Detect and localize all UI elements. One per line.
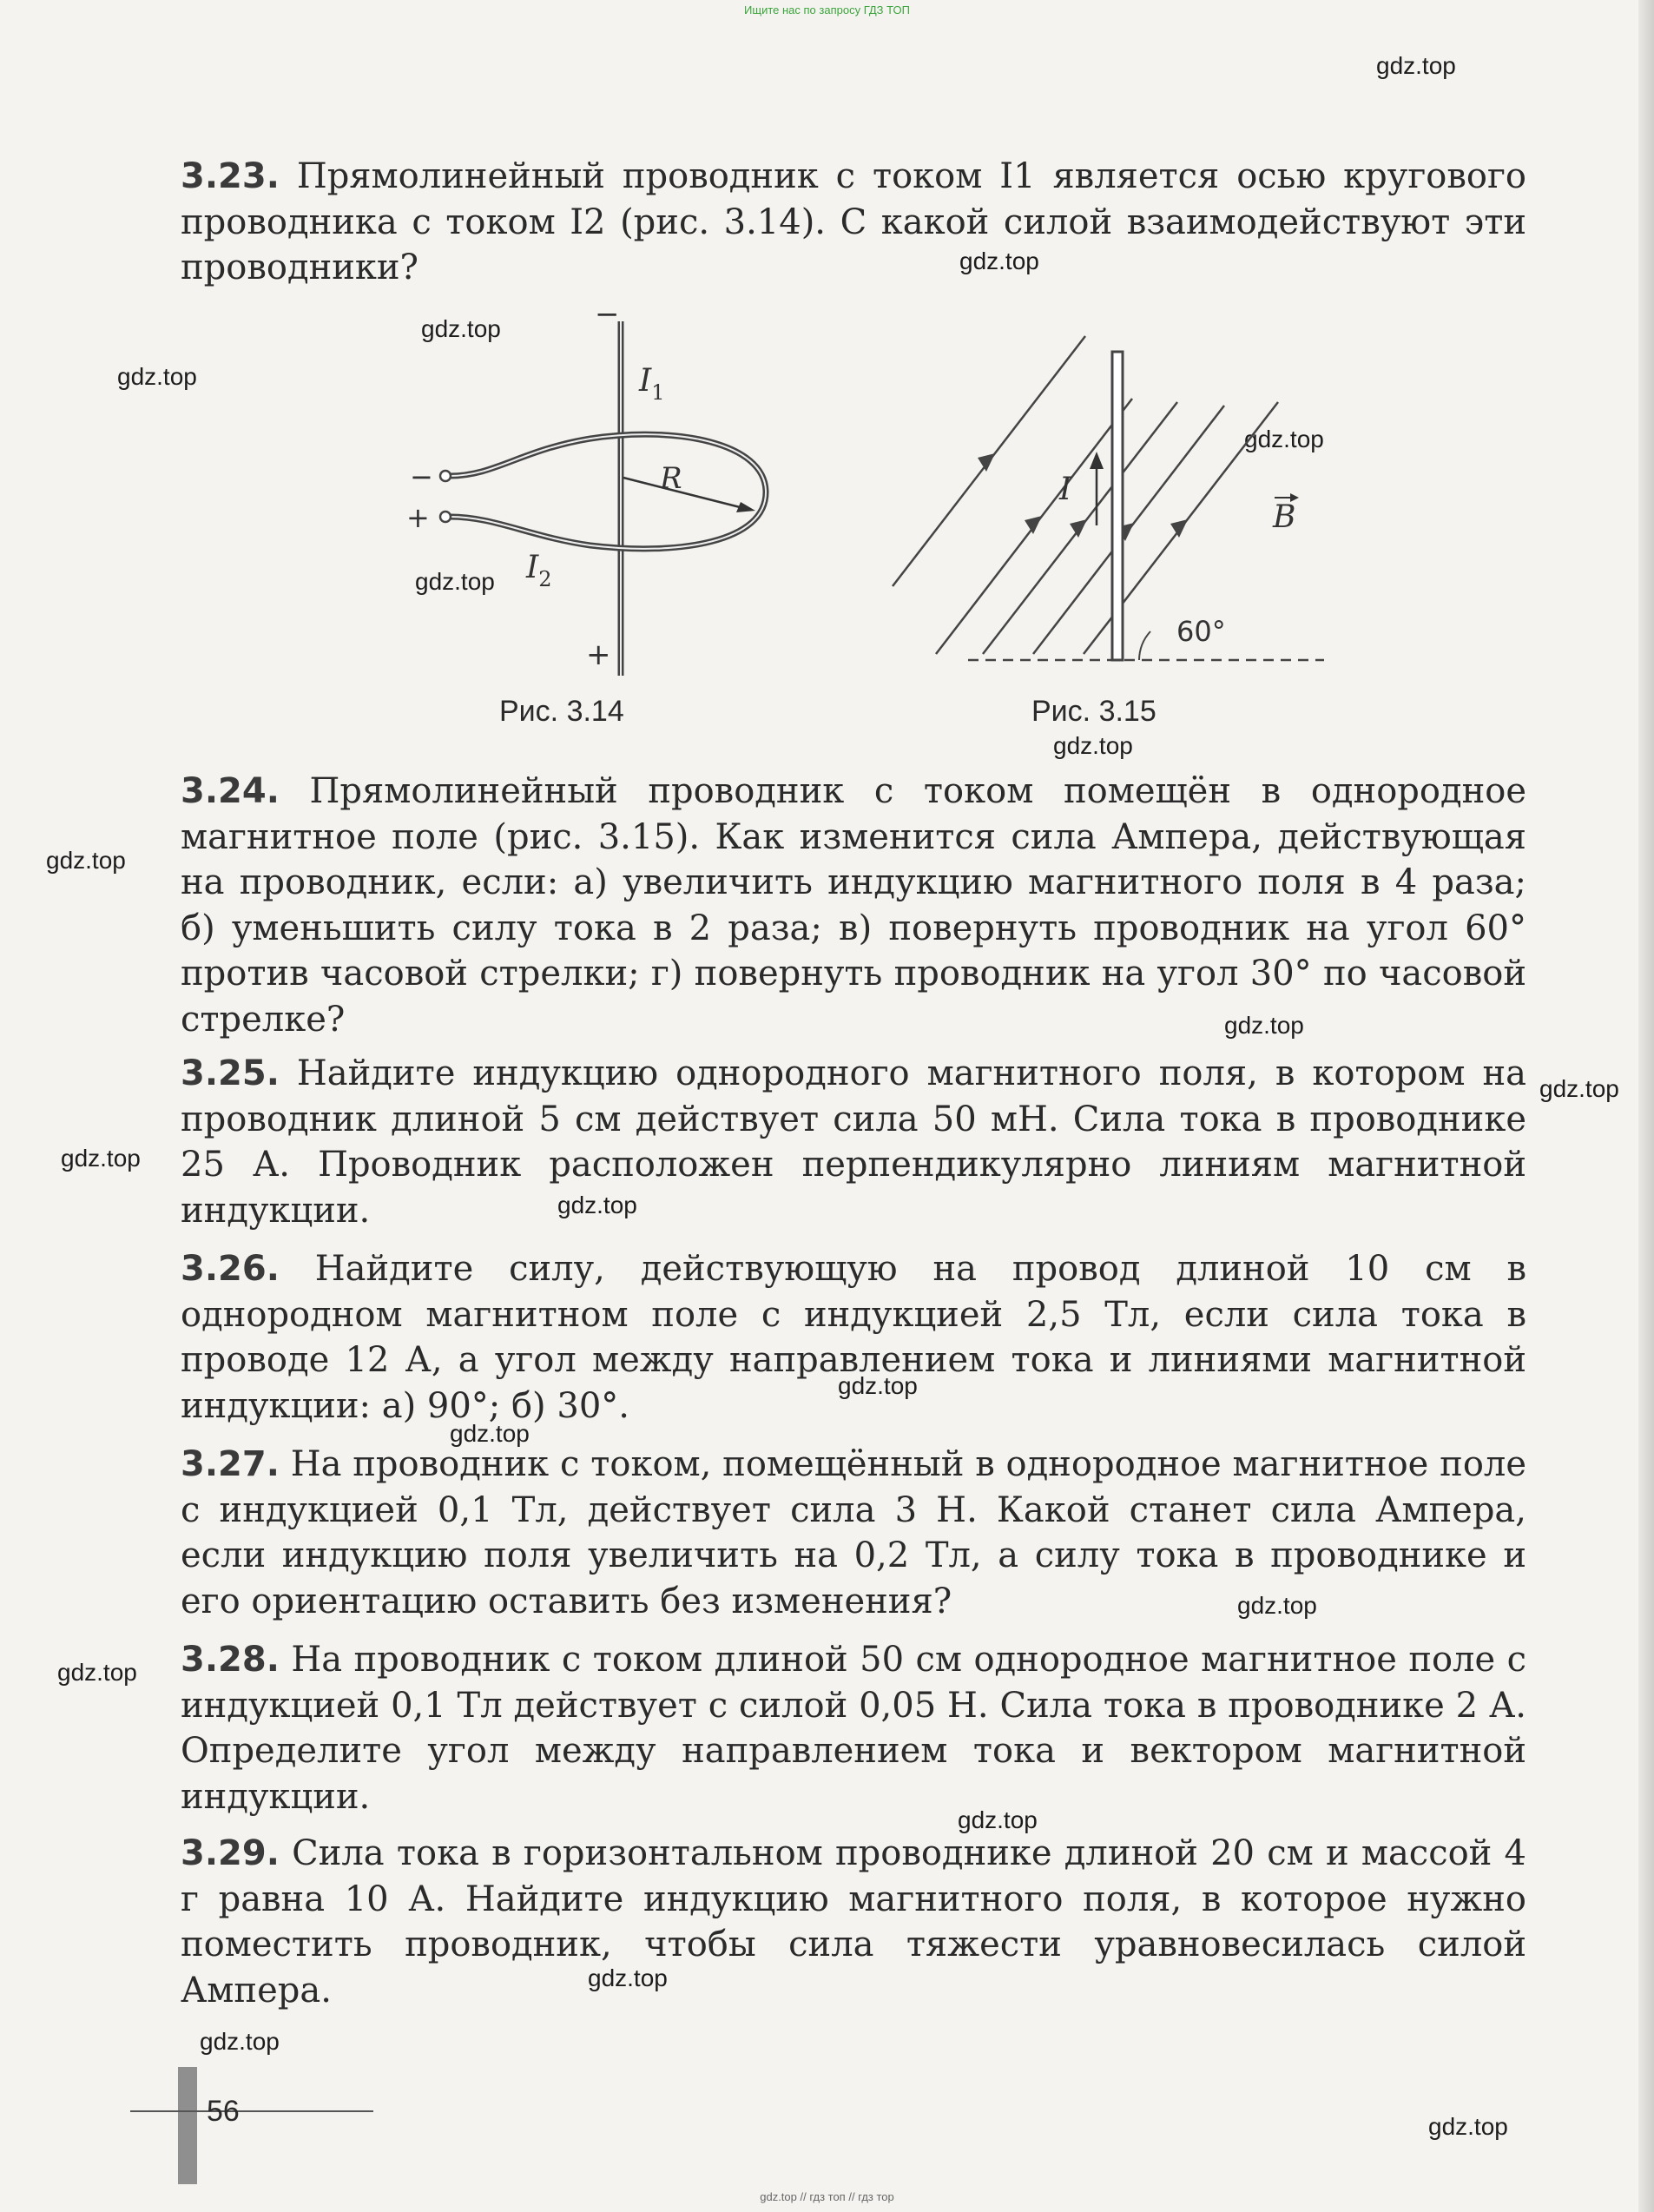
problem-text: Найдите индукцию однородного магнитного поля, в котором на проводник длиной 5 см действует сила 50 мН. Сила тока в проводнике 25 А. Проводник расположен перпендикулярно линиям магнитной индукции. — [181, 1053, 1526, 1231]
problem-text: На проводник с током длиной 50 см однородное магнитное поле с индукцией 0,1 Тл действует с силой 0,05 Н. Сила тока в проводнике 2 А. Определите угол между направлением тока и вектором магнитной индукции. — [181, 1640, 1526, 1817]
watermark: gdz.top — [1539, 1075, 1619, 1102]
current-arrowhead — [1090, 452, 1104, 469]
watermark: gdz.top — [415, 568, 495, 595]
figure-3-14 — [365, 304, 799, 686]
watermark: gdz.top — [1224, 1012, 1304, 1039]
figure-3-14-caption: Рис. 3.14 — [499, 695, 624, 728]
problem-text: На проводник с током, помещённый в однородное магнитное поле с индукцией 0,1 Тл, действует сила 3 Н. Какой станет сила Ампера, если индукцию поля увеличить на 0,2 Тл, а силу тока в проводнике и его ориентацию оставить без изменения? — [181, 1444, 1526, 1621]
watermark: gdz.top — [588, 1964, 668, 1991]
problem-text: Прямолинейный проводник с током I1 является осью кругового проводника с током I2 (рис. 3.14). С какой силой взаимодействуют эти проводники? — [181, 156, 1527, 287]
current-i2-label: $I_2$ — [526, 550, 552, 591]
problem-text: Прямолинейный проводник с током помещён в однородное магнитное поле (рис. 3.15). Как изменится сила Ампера, действующая на проводник, если: а) увеличить индукцию магнитного поля в 4 раза; б) уменьшить силу тока в 2 раза; в) повернуть проводник на угол 60° против часовой стрелки; г) повернуть проводник на угол 30° по часовой стрелке? — [181, 771, 1527, 1040]
circular-conductor-highlight — [450, 434, 766, 549]
watermark: gdz.top — [838, 1372, 918, 1399]
plus-left-label: + — [406, 501, 430, 534]
current-label: I — [1059, 472, 1072, 507]
terminal-minus — [440, 471, 451, 481]
top-banner: Ищите нас по запросу ГДЗ ТОП — [744, 3, 910, 17]
problem-3-28 — [181, 1637, 1526, 1819]
field-lines — [893, 336, 1278, 654]
radius-line — [623, 478, 747, 509]
field-arrowheads — [978, 453, 1188, 541]
conductor — [1112, 352, 1123, 660]
radius-label: R — [660, 461, 682, 496]
minus-left-label: − — [410, 460, 433, 493]
problem-number: 3.28. — [181, 1640, 280, 1680]
watermark: gdz.top — [117, 363, 197, 390]
problem-3-27 — [181, 1442, 1526, 1624]
minus-top-label: − — [595, 304, 620, 332]
bottom-banner: gdz.top // гдз топ // гдз тор — [760, 2190, 894, 2203]
watermark: gdz.top — [1244, 426, 1324, 452]
watermark: gdz.top — [450, 1420, 530, 1447]
problem-number: 3.27. — [181, 1444, 280, 1484]
watermark: gdz.top — [421, 315, 501, 342]
watermark: gdz.top — [57, 1659, 137, 1686]
figure-3-15 — [886, 326, 1337, 682]
induction-label: B — [1273, 499, 1296, 535]
page-edge-shadow — [1638, 0, 1654, 2212]
watermark: gdz.top — [200, 2028, 280, 2055]
page-number-bar — [178, 2067, 197, 2184]
page-number: 56 — [207, 2095, 240, 2128]
problem-number: 3.25. — [181, 1053, 280, 1093]
angle-label: 60° — [1176, 615, 1226, 648]
watermark: gdz.top — [1053, 732, 1133, 759]
watermark: gdz.top — [958, 1806, 1038, 1833]
problem-3-23 — [181, 154, 1526, 291]
watermark: gdz.top — [46, 847, 126, 874]
watermark: gdz.top — [1428, 2113, 1508, 2140]
plus-bottom-label: + — [586, 637, 611, 672]
watermark: gdz.top — [61, 1145, 141, 1172]
watermark: gdz.top — [1237, 1592, 1317, 1619]
angle-arc — [1139, 631, 1150, 660]
problem-3-26 — [181, 1246, 1526, 1429]
problem-number: 3.23. — [181, 156, 280, 196]
watermark: gdz.top — [557, 1192, 637, 1218]
watermark: gdz.top — [959, 248, 1039, 274]
current-i1-label: $I_1$ — [639, 363, 665, 405]
problem-3-24 — [181, 769, 1526, 1042]
terminal-plus — [440, 512, 451, 522]
figure-3-15-caption: Рис. 3.15 — [1031, 695, 1156, 728]
problem-text: Сила тока в горизонтальном проводнике длиной 20 см и массой 4 г равна 10 А. Найдите индукцию магнитного поля, в которое нужно поместить проводник, чтобы сила тяжести уравновесилась силой Ампера. — [181, 1833, 1527, 2011]
watermark: gdz.top — [1376, 52, 1456, 79]
circular-conductor — [450, 434, 766, 549]
problem-number: 3.26. — [181, 1249, 280, 1289]
problem-number: 3.24. — [181, 771, 280, 811]
page-number-rule — [130, 2110, 373, 2112]
radius-arrowhead — [736, 502, 755, 512]
problem-3-29 — [181, 1831, 1526, 2013]
problem-3-25 — [181, 1051, 1526, 1233]
problem-text: Найдите силу, действующую на провод длиной 10 см в однородном магнитном поле с индукцией 2,5 Тл, если сила тока в проводе 12 А, а угол между направлением тока и линиями магнитной индукции: а) 90°; б) 30°. — [181, 1249, 1526, 1426]
problem-number: 3.29. — [181, 1833, 280, 1873]
